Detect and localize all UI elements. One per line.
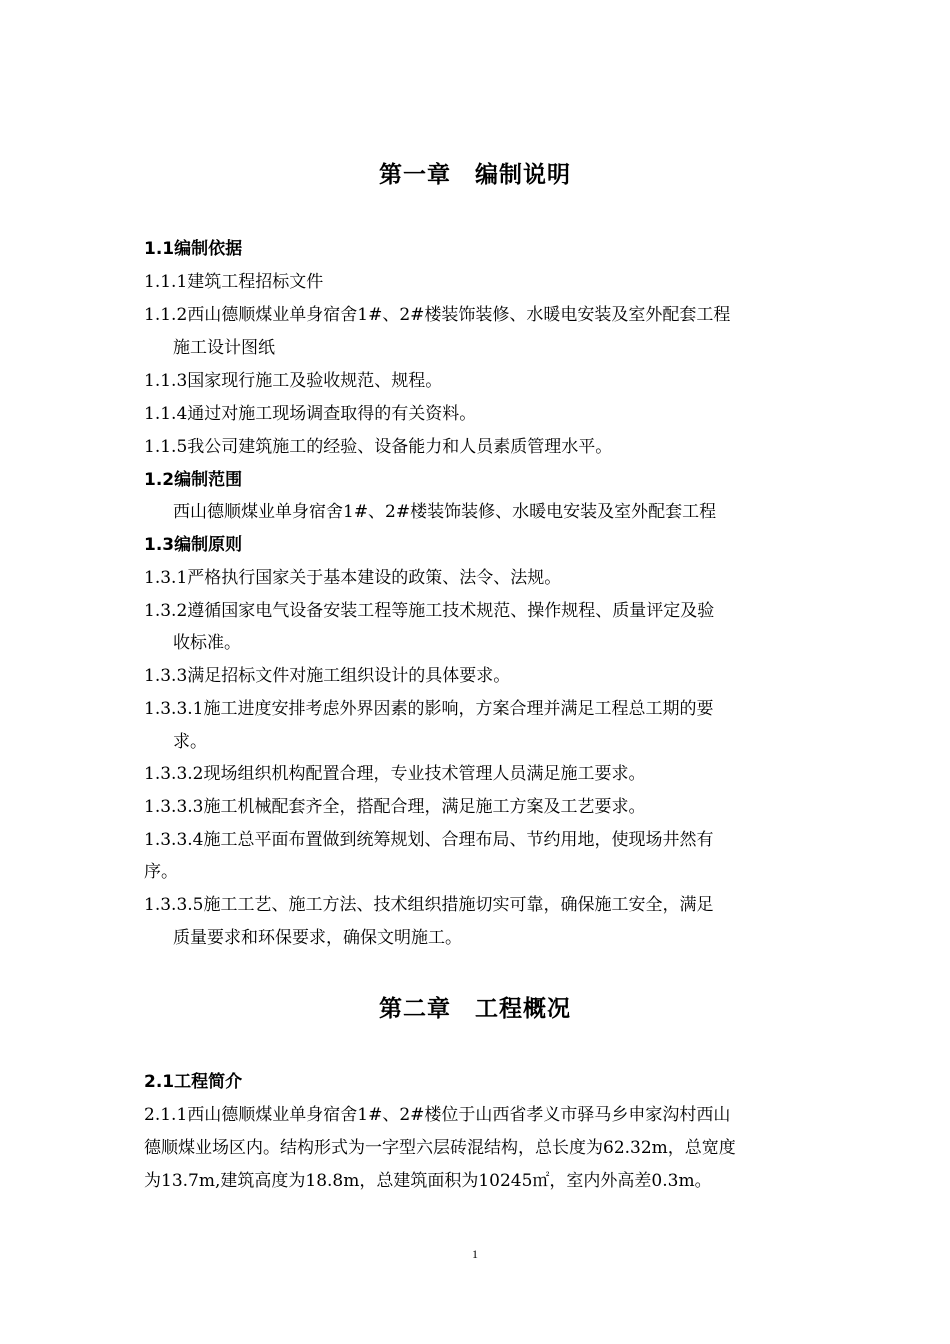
item-1-3-3-1-continued: 求。 <box>173 732 207 752</box>
section-1-1-heading: 1.1编制依据 <box>144 239 243 259</box>
item-1-1-3: 1.1.3国家现行施工及验收规范、规程。 <box>144 371 443 391</box>
chapter-1-title: 第一章 编制说明 <box>379 162 571 188</box>
section-2-1-heading: 2.1工程简介 <box>144 1072 243 1092</box>
item-1-3-3: 1.3.3满足招标文件对施工组织设计的具体要求。 <box>144 666 511 686</box>
item-1-3-3-1: 1.3.3.1施工进度安排考虑外界因素的影响，方案合理并满足工程总工期的要 <box>144 699 714 719</box>
item-1-3-3-4-continued: 序。 <box>144 862 178 882</box>
item-1-3-3-3: 1.3.3.3施工机械配套齐全，搭配合理，满足施工方案及工艺要求。 <box>144 797 646 817</box>
item-1-1-2: 1.1.2西山德顺煤业单身宿舍1#、2#楼装饰装修、水暖电安装及室外配套工程 <box>144 305 731 325</box>
item-1-3-2: 1.3.2遵循国家电气设备安装工程等施工技术规范、操作规程、质量评定及验 <box>144 601 715 621</box>
page-number: 1 <box>472 1247 478 1261</box>
item-1-3-3-2: 1.3.3.2现场组织机构配置合理，专业技术管理人员满足施工要求。 <box>144 764 646 784</box>
section-1-2-heading: 1.2编制范围 <box>144 470 243 490</box>
item-1-1-5: 1.1.5我公司建筑施工的经验、设备能力和人员素质管理水平。 <box>144 437 613 457</box>
item-1-3-3-4: 1.3.3.4施工总平面布置做到统筹规划、合理布局、节约用地，使现场井然有 <box>144 830 714 850</box>
paragraph-2-1-1-line-1: 2.1.1西山德顺煤业单身宿舍1#、2#楼位于山西省孝义市驿马乡申家沟村西山 <box>144 1105 731 1125</box>
item-1-3-3-5-continued: 质量要求和环保要求，确保文明施工。 <box>173 928 462 948</box>
section-1-3-heading: 1.3编制原则 <box>144 535 243 555</box>
item-1-1-4: 1.1.4通过对施工现场调查取得的有关资料。 <box>144 404 477 424</box>
item-1-3-2-continued: 收标准。 <box>173 633 241 653</box>
paragraph-2-1-1-line-3: 为13.7m,建筑高度为18.8m，总建筑面积为10245㎡，室内外高差0.3m。 <box>144 1171 712 1191</box>
section-1-2-text: 西山德顺煤业单身宿舍1#、2#楼装饰装修、水暖电安装及室外配套工程 <box>173 502 717 522</box>
chapter-2-title: 第二章 工程概况 <box>379 996 571 1022</box>
paragraph-2-1-1-line-2: 德顺煤业场区内。结构形式为一字型六层砖混结构，总长度为62.32m，总宽度 <box>144 1138 736 1158</box>
item-1-1-1: 1.1.1建筑工程招标文件 <box>144 272 324 292</box>
item-1-3-3-5: 1.3.3.5施工工艺、施工方法、技术组织措施切实可靠，确保施工安全，满足 <box>144 895 714 915</box>
item-1-3-1: 1.3.1严格执行国家关于基本建设的政策、法令、法规。 <box>144 568 562 588</box>
item-1-1-2-continued: 施工设计图纸 <box>173 338 275 358</box>
